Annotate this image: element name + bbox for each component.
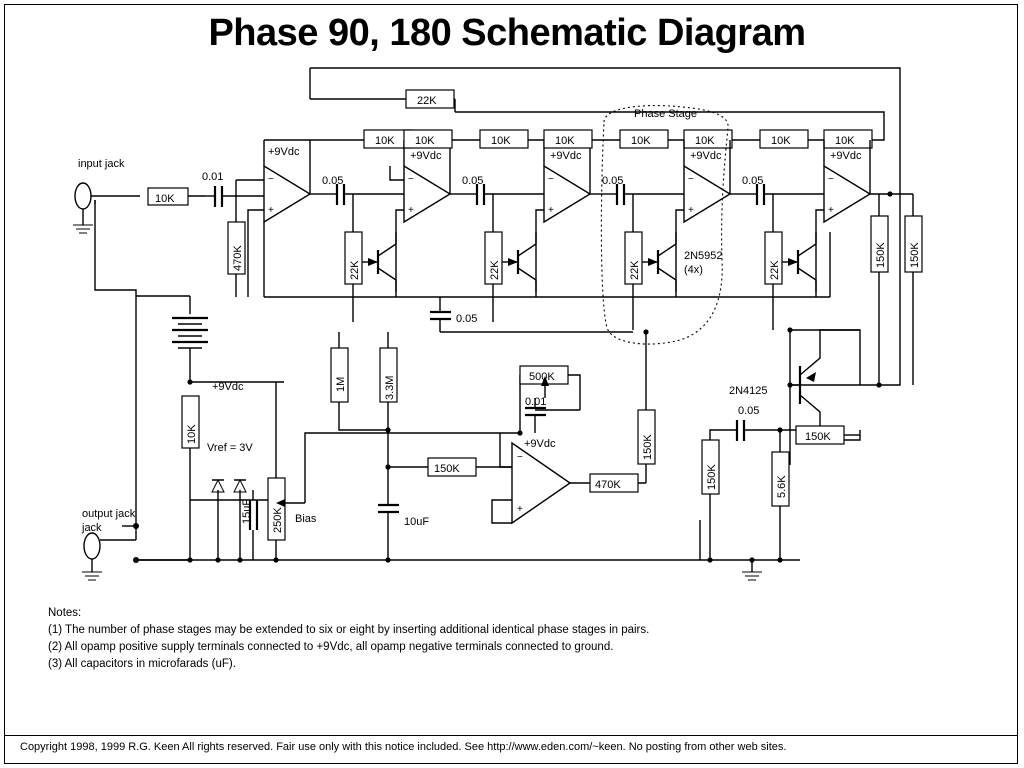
value-r3m3: 3.3M xyxy=(384,375,396,400)
value-r10k-6: 10K xyxy=(695,135,715,147)
value-r10k-7: 10K xyxy=(771,135,791,147)
value-c01-lfo: 0.01 xyxy=(525,396,547,408)
label-output-jack-line1: output jack xyxy=(82,508,136,520)
value-c-in: 0.01 xyxy=(202,171,224,183)
value-r10k-5: 10K xyxy=(631,135,651,147)
value-r10k-2: 10K xyxy=(415,135,435,147)
svg-text:+: + xyxy=(268,205,274,216)
value-r22k-2: 22K xyxy=(489,260,501,280)
label-vref: Vref = 3V xyxy=(207,442,253,454)
supply-label-5: +9Vdc xyxy=(830,150,862,162)
value-r22k-4: 22K xyxy=(769,260,781,280)
page-title: Phase 90, 180 Schematic Diagram xyxy=(208,12,806,54)
notes-block xyxy=(48,605,978,673)
supply-label-2: +9Vdc xyxy=(410,150,442,162)
label-bjt-type: 2N4125 xyxy=(729,385,768,397)
label-supply-battery: +9Vdc xyxy=(212,381,244,393)
svg-text:−: − xyxy=(408,174,414,185)
value-r22k-3: 22K xyxy=(629,260,641,280)
value-r150k-b: 150K xyxy=(909,242,921,268)
value-r-fb-22k-top: 22K xyxy=(417,95,437,107)
svg-text:−: − xyxy=(268,174,274,185)
value-c05-4: 0.05 xyxy=(742,175,764,187)
value-r10k-1: 10K xyxy=(375,135,395,147)
value-c05-1: 0.05 xyxy=(322,175,344,187)
value-r1m: 1M xyxy=(335,376,347,392)
value-c10uf: 10uF xyxy=(404,516,430,528)
value-r150k-lfo: 150K xyxy=(434,463,460,475)
supply-label-1: +9Vdc xyxy=(268,146,300,158)
value-r470k-lfo: 470K xyxy=(595,479,621,491)
label-input-jack: input jack xyxy=(78,158,125,170)
supply-label-4: +9Vdc xyxy=(690,150,722,162)
label-phase-stage: Phase Stage xyxy=(634,108,697,120)
value-r5k6: 5.6K xyxy=(776,475,788,498)
svg-text:−: − xyxy=(548,174,554,185)
svg-text:−: − xyxy=(828,174,834,185)
value-r500k: 500K xyxy=(529,371,555,383)
notes-heading: Notes: xyxy=(48,607,82,619)
value-r-input: 10K xyxy=(155,193,175,205)
value-r10k-8: 10K xyxy=(835,135,855,147)
svg-text:+: + xyxy=(408,205,414,216)
supply-label-6: +9Vdc xyxy=(524,438,556,450)
svg-text:−: − xyxy=(517,452,523,463)
svg-text:+: + xyxy=(688,205,694,216)
svg-text:+: + xyxy=(828,205,834,216)
copyright-notice: Copyright 1998, 1999 R.G. Keen All rights reserved. Fair use only with this notice included. See http://www.eden.com/~keen. No posting from other web sites. xyxy=(20,741,787,753)
value-r150k-d: 150K xyxy=(706,464,718,490)
label-fet-qty: (4x) xyxy=(684,264,703,276)
value-r150k-c: 150K xyxy=(642,434,654,460)
value-c15uf: 15uF xyxy=(241,498,253,524)
label-bias: Bias xyxy=(295,513,317,525)
value-r250k: 250K xyxy=(272,507,284,533)
note-item-2: (2) All opamp positive supply terminals connected to +9Vdc, all opamp negative terminals connected to ground. xyxy=(48,641,614,653)
value-r10k-4: 10K xyxy=(555,135,575,147)
value-r22k-1: 22K xyxy=(349,260,361,280)
value-r10k-3: 10K xyxy=(491,135,511,147)
note-item-1: (1) The number of phase stages may be extended to six or eight by inserting additional identical phase stages in pairs. xyxy=(48,624,650,636)
value-r-470k: 470K xyxy=(232,245,244,271)
value-c05-out: 0.05 xyxy=(738,405,760,417)
label-output-jack-line2: jack xyxy=(82,522,102,534)
label-fet-type: 2N5952 xyxy=(684,250,723,262)
value-r150k-a: 150K xyxy=(875,242,887,268)
svg-text:+: + xyxy=(517,504,523,515)
copyright-divider xyxy=(5,735,1018,736)
supply-label-3: +9Vdc xyxy=(550,150,582,162)
value-r10k-bias: 10K xyxy=(186,424,198,444)
value-c05-3: 0.05 xyxy=(602,175,624,187)
svg-text:−: − xyxy=(688,174,694,185)
value-r150k-e: 150K xyxy=(805,431,831,443)
note-item-3: (3) All capacitors in microfarads (uF). xyxy=(48,658,236,670)
value-c05-2: 0.05 xyxy=(462,175,484,187)
svg-text:+: + xyxy=(548,205,554,216)
value-c05-mid: 0.05 xyxy=(456,313,478,325)
